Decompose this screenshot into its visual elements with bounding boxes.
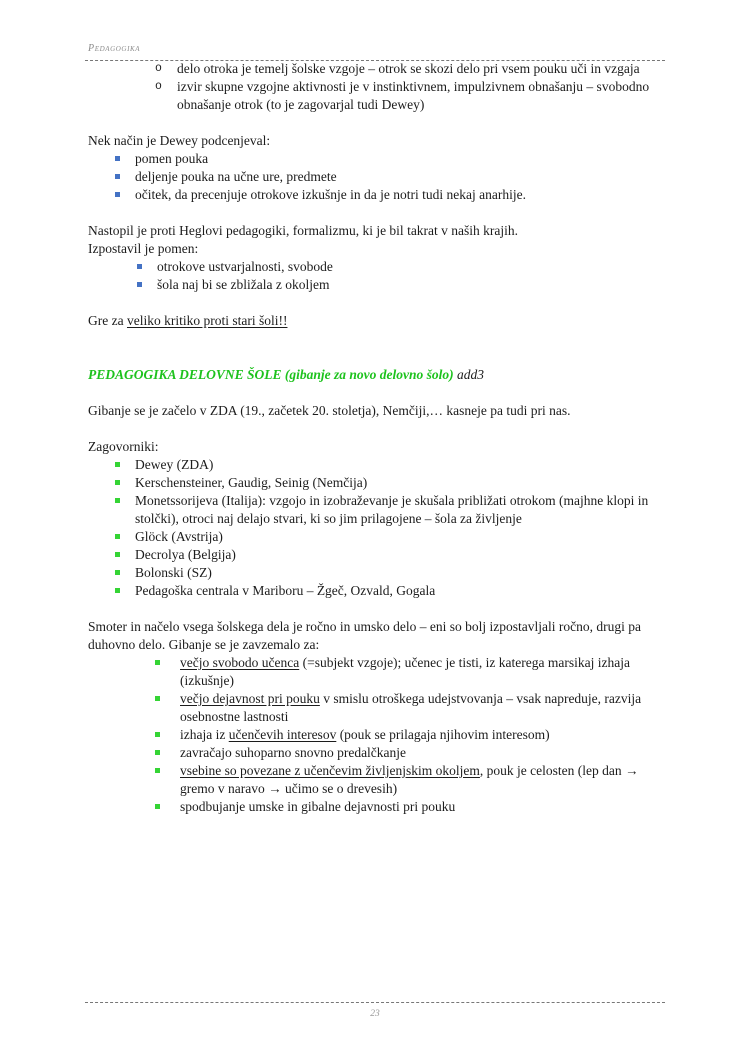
- square-bullet-icon: [115, 528, 135, 546]
- section-heading-suffix: add3: [453, 367, 485, 382]
- list-item-text: [180, 744, 666, 762]
- goals-bullet-list: [88, 654, 666, 816]
- paragraph-critique: [88, 312, 666, 330]
- square-bullet-icon: [155, 798, 180, 816]
- item-post: (=subjekt vzgoje); učenec je tisti, iz katerega marsikaj izhaja (izkušnje): [180, 655, 630, 688]
- item-post: , pouk je celosten (lep dan → gremo v naravo → učimo se o drevesih): [180, 763, 639, 796]
- item-pre: spodbujanje umske in gibalne dejavnosti pri pouku: [180, 799, 456, 814]
- document-body: [88, 60, 666, 816]
- list-item-text: Decrolya (Belgija): [135, 547, 236, 562]
- list-item: [88, 798, 666, 816]
- section-heading-text: PEDAGOGIKA DELOVNE ŠOLE (gibanje za novo delovno šolo): [88, 367, 454, 382]
- list-item-text: Dewey (ZDA): [135, 457, 214, 472]
- list-item-text: Pedagoška centrala v Mariboru – Žgeč, Ozvald, Gogala: [135, 583, 436, 598]
- critique-underlined: veliko kritiko proti stari šoli!!: [126, 313, 288, 328]
- list-item-text: [180, 726, 666, 744]
- list-item-text: [180, 762, 666, 798]
- list-item-text: deljenje pouka na učne ure, predmete: [135, 169, 337, 184]
- list-item-text: Kerschensteiner, Gaudig, Seinig (Nemčija): [135, 475, 368, 490]
- square-bullet-icon: [137, 258, 157, 276]
- page-header: [85, 38, 665, 61]
- list-item-text: izvir skupne vzgojne aktivnosti je v instinktivnem, impulzivnem obnašanju – svobodno obnašanje otrok (to je zagovarjal tudi Dewey): [177, 79, 650, 112]
- list-item: [88, 726, 666, 744]
- list-item: [88, 474, 666, 492]
- item-post: (pouk se prilagaja njihovim interesom): [336, 727, 550, 742]
- list-item: [88, 690, 666, 726]
- page-footer: [85, 1002, 665, 1023]
- list-item: [88, 168, 666, 186]
- list-item-text: Monetssorijeva (Italija): vzgojo in izobraževanje je skušala približati otrokom (majhne klopi in stolčki), otroci naj delajo stvari, ki so jim prilagojene – šola za življenje: [135, 493, 649, 526]
- section-heading: [88, 366, 666, 384]
- list-item-text: delo otroka je temelj šolske vzgoje – otrok se skozi delo pri vsem pouku uči in vzgaja: [177, 61, 640, 76]
- list-item: [88, 762, 666, 798]
- paragraph-goals-intro: Smoter in načelo vsega šolskega dela je ročno in umsko delo – eni so bolj izpostavljali ročno, drugi pa duhovno delo. Gibanje se je zavzemalo za:: [88, 619, 641, 652]
- square-bullet-icon: [115, 474, 135, 492]
- circle-bullet-icon: o: [155, 80, 162, 93]
- item-pre: izhaja iz: [180, 727, 229, 742]
- item-underlined: vsebine so povezane z učenčevim življenjskim okoljem: [180, 763, 480, 778]
- list-item: [88, 564, 666, 582]
- list-item: [88, 492, 666, 528]
- list-item: [88, 744, 666, 762]
- list-item-text: Glöck (Avstrija): [135, 529, 223, 544]
- list-item-text: šola naj bi se zbližala z okoljem: [157, 277, 330, 292]
- page-number: 23: [370, 1009, 380, 1019]
- dewey-bullet-list: [88, 150, 666, 204]
- square-bullet-icon: [155, 654, 180, 672]
- list-item-text: pomen pouka: [135, 151, 209, 166]
- square-bullet-icon: [115, 582, 135, 600]
- square-bullet-icon: [115, 150, 135, 168]
- list-item: [88, 546, 666, 564]
- list-item: [88, 186, 666, 204]
- list-item: [88, 276, 666, 294]
- item-underlined: večjo dejavnost pri pouku: [180, 691, 320, 706]
- paragraph-hegel-line1: Nastopil je proti Heglovi pedagogiki, formalizmu, ki je bil takrat v naših krajih.: [88, 223, 519, 238]
- item-underlined: učenčevih interesov: [228, 727, 337, 742]
- square-bullet-icon: [115, 186, 135, 204]
- square-bullet-icon: [137, 276, 157, 294]
- list-item: [88, 150, 666, 168]
- circle-bullet-icon: o: [155, 62, 162, 75]
- square-bullet-icon: [115, 546, 135, 564]
- list-item-text: [180, 798, 666, 816]
- list-item: [88, 456, 666, 474]
- item-underlined: večjo svobodo učenca: [180, 655, 300, 670]
- hegel-bullet-list: [88, 258, 666, 294]
- list-item: [88, 654, 666, 690]
- paragraph-hegel-line2: Izpostavil je pomen:: [88, 241, 199, 256]
- list-item-text: [180, 654, 666, 690]
- square-bullet-icon: [115, 492, 135, 510]
- paragraph-movement-intro: Gibanje se je začelo v ZDA (19., začetek 20. stoletja), Nemčiji,… kasneje pa tudi pri nas.: [88, 403, 571, 418]
- list-item: [88, 258, 666, 276]
- square-bullet-icon: [155, 762, 180, 780]
- advocates-bullet-list: [88, 456, 666, 600]
- intro-bullet-list: [88, 60, 666, 114]
- list-item: [88, 60, 666, 78]
- list-item-text: [180, 690, 666, 726]
- list-item: [88, 78, 666, 114]
- header-title: Pedagogika: [88, 43, 141, 54]
- critique-pre: Gre za: [88, 313, 127, 328]
- list-item: [88, 582, 666, 600]
- square-bullet-icon: [115, 168, 135, 186]
- square-bullet-icon: [155, 744, 180, 762]
- item-pre: zavračajo suhoparno snovno predalčkanje: [180, 745, 407, 760]
- list-item-text: otrokove ustvarjalnosti, svobode: [157, 259, 333, 274]
- paragraph-advocates-intro: Zagovorniki:: [88, 439, 159, 454]
- square-bullet-icon: [115, 456, 135, 474]
- square-bullet-icon: [155, 690, 180, 708]
- square-bullet-icon: [155, 726, 180, 744]
- square-bullet-icon: [115, 564, 135, 582]
- list-item-text: očitek, da precenjuje otrokove izkušnje in da je notri tudi nekaj anarhije.: [135, 187, 526, 202]
- paragraph-dewey-intro: Nek način je Dewey podcenjeval:: [88, 133, 271, 148]
- list-item-text: Bolonski (SZ): [135, 565, 212, 580]
- item-post: v smislu otroškega udejstvovanja – vsak napreduje, razvija osebnostne lastnosti: [180, 691, 642, 724]
- list-item: [88, 528, 666, 546]
